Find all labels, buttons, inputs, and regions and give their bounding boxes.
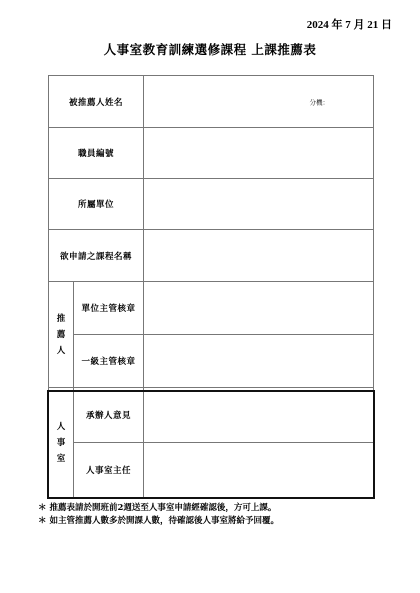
employee-id-label: 職員編號 — [49, 128, 144, 179]
recommender-vertical-text: 推薦人 — [56, 313, 66, 356]
handler-opinion-field[interactable] — [144, 388, 374, 443]
note-item: ＊ 推薦表請於開班前2週送至人事室申請經確認後，方可上課。 — [38, 503, 277, 513]
hr-office-vertical-text: 人事室 — [56, 421, 66, 464]
employee-id-field[interactable] — [144, 128, 374, 179]
nominee-name-label: 被推薦人姓名 — [49, 76, 144, 128]
unit-supervisor-signature-field[interactable] — [144, 282, 374, 335]
unit-supervisor-label: 單位主管核章 — [74, 282, 144, 335]
first-level-supervisor-label: 一級主管核章 — [74, 335, 144, 388]
handler-opinion-label: 承辦人意見 — [74, 388, 144, 443]
row-first-level-supervisor — [49, 335, 374, 388]
department-field[interactable] — [144, 179, 374, 230]
form-date: 2024 年 7 月 21 日 — [306, 19, 392, 31]
row-department — [49, 179, 374, 230]
row-hr-director — [49, 443, 374, 498]
note-item: ＊ 如主管推薦人數多於開課人數，待確認後人事室將給予回覆。 — [38, 516, 279, 526]
form-notes — [38, 502, 279, 528]
extension-label: 分機： — [309, 98, 330, 106]
row-unit-supervisor — [49, 282, 374, 335]
row-employee-id — [49, 128, 374, 179]
first-level-supervisor-signature-field[interactable] — [144, 335, 374, 388]
department-label: 所屬單位 — [49, 179, 144, 230]
form-title: 人事室教育訓練選修課程 上課推薦表 — [103, 42, 317, 57]
nominee-name-field[interactable] — [144, 76, 374, 128]
course-name-field[interactable] — [144, 230, 374, 282]
row-handler-opinion — [49, 388, 374, 443]
course-name-label: 欲申請之課程名稱 — [49, 230, 144, 282]
hr-office-group-label — [49, 388, 74, 498]
row-course-name — [49, 230, 374, 282]
hr-director-signature-field[interactable] — [144, 443, 374, 498]
row-nominee-name — [49, 76, 374, 128]
hr-director-label: 人事室主任 — [74, 443, 144, 498]
recommendation-form-table — [48, 75, 374, 498]
recommender-group-label — [49, 282, 74, 388]
